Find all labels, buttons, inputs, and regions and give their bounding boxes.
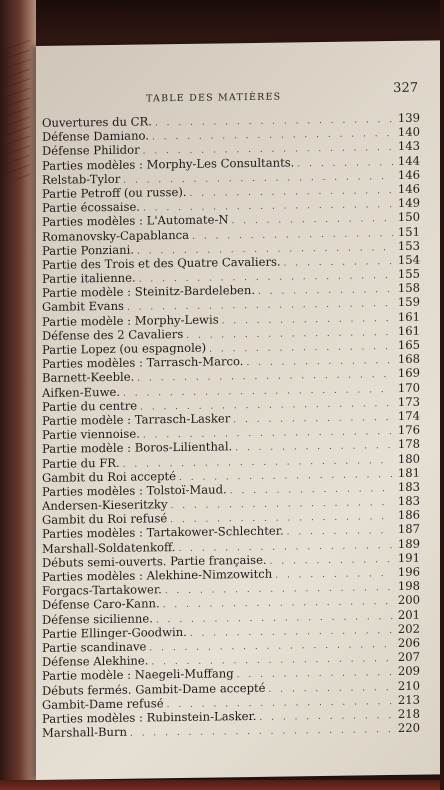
toc-entry-page: 196 — [397, 564, 420, 579]
toc-entry-title: Gambit Evans — [42, 299, 124, 315]
toc-entry-title: Partie du centre — [42, 398, 138, 414]
toc-entry-title: Partie modèle : Boros-Lilienthal. — [42, 439, 233, 457]
toc-entry-page: 161 — [397, 309, 420, 324]
handwriting-marks — [6, 40, 30, 180]
dot-leader — [275, 569, 393, 581]
toc-entry-page: 202 — [397, 621, 420, 636]
toc-entry-page: 168 — [397, 351, 420, 367]
toc-entry-title: Aifken-Euwe. — [42, 384, 121, 400]
dot-leader — [247, 356, 394, 368]
toc-entry-page: 187 — [397, 522, 420, 537]
table-of-contents — [42, 111, 420, 741]
toc-entry-page: 189 — [397, 536, 420, 551]
toc-entry-page: 144 — [397, 153, 420, 168]
toc-entry-page: 173 — [397, 394, 420, 409]
toc-entry-page: 161 — [397, 323, 420, 338]
toc-entry-title: Barnett-Keeble. — [42, 370, 135, 386]
toc-entry-title: Andersen-Kieseritzky — [42, 497, 168, 513]
toc-entry-title: Gambit-Dame refusé — [42, 695, 164, 712]
toc-entry-page: 198 — [397, 578, 420, 594]
toc-entry-title: Partie modèle : Tarrasch-Lasker — [42, 411, 231, 428]
toc-entry-page: 191 — [397, 550, 420, 565]
toc-entry-page: 207 — [397, 649, 420, 665]
toc-entry-title: Gambit du Roi accepté — [42, 468, 177, 485]
toc-entry-title: Partie modèle : Morphy-Lewis — [42, 312, 219, 329]
dot-leader — [259, 711, 393, 723]
toc-entry-page: 149 — [397, 195, 420, 211]
toc-entry-title: Gambit du Roi refusé — [42, 511, 168, 528]
toc-entry-title: Parties modèles : L'Automate-N — [42, 212, 229, 230]
toc-entry-page: 150 — [397, 209, 420, 225]
toc-entry-page: 153 — [397, 238, 420, 253]
toc-entry-title: Défense Caro-Kann. — [42, 596, 160, 613]
toc-entry-title: Partie écossaise. — [42, 199, 140, 216]
toc-entry-page: 169 — [397, 366, 420, 381]
dot-leader — [269, 683, 393, 695]
toc-entry-title: Partie des Trois et des Quatre Cavaliers. — [42, 254, 281, 272]
dot-leader — [297, 158, 393, 169]
running-header: TABLE DES MATIÈRES — [146, 91, 282, 105]
toc-entry-title: Partie modèle : Steinitz-Bardeleben. — [42, 283, 256, 301]
adjacent-page-edge — [0, 0, 36, 790]
toc-entry-page: 139 — [397, 110, 420, 125]
toc-entry-title: Parties modèles : Rubinstein-Lasker. — [42, 708, 257, 726]
toc-entry-page: 146 — [397, 167, 420, 182]
toc-entry-title: Défense Philidor — [42, 142, 140, 159]
toc-entry-title: Partie italienne. — [42, 270, 136, 286]
toc-entry-title: Forgacs-Tartakower. — [42, 582, 162, 599]
toc-entry-title: Débuts fermés. Gambit-Dame accepté — [42, 680, 266, 698]
toc-entry-page: 151 — [397, 224, 420, 239]
toc-entry-page: 209 — [397, 663, 420, 679]
toc-entry-title: Parties modèles : Alekhine-Nimzowitch — [42, 566, 273, 584]
toc-entry-page: 213 — [397, 692, 420, 707]
toc-entry-page: 158 — [397, 280, 420, 296]
dot-leader — [284, 257, 393, 269]
toc-entry-title: Parties modèles : Tarrasch-Marco. — [42, 354, 244, 372]
toc-entry-page: 176 — [397, 422, 420, 438]
toc-entry-title: Partie du FR. — [42, 455, 120, 471]
toc-entry-title: Marshall-Soldatenkoff. — [42, 539, 176, 556]
toc-entry-title: Partie viennoise. — [42, 426, 140, 443]
toc-entry-page: 178 — [397, 436, 420, 452]
toc-entry-page: 146 — [397, 181, 420, 196]
toc-entry-page: 201 — [397, 607, 420, 622]
toc-entry-page: 218 — [397, 706, 420, 721]
right-shadow — [440, 0, 444, 790]
toc-entry-page: 186 — [397, 507, 420, 523]
table-surface — [0, 780, 444, 790]
toc-entry-title: Partie scandinave — [42, 639, 147, 655]
toc-entry-title: Défense sicilienne. — [42, 610, 153, 627]
page-number: 327 — [393, 80, 418, 97]
toc-entry-title: Parties modèles : Tolstoï-Maud. — [42, 482, 227, 499]
toc-entry-title: Marshall-Burn — [42, 724, 127, 740]
toc-entry-title: Ouvertures du CR. — [42, 114, 152, 130]
toc-entry-page: 174 — [397, 408, 420, 423]
toc-entry-title: Parties modèles : Tartakower-Schlechter. — [42, 523, 284, 542]
toc-entry-title: Défense Damiano. — [42, 128, 150, 145]
toc-entry-title: Débuts semi-ouverts. Partie française. — [42, 552, 267, 570]
toc-entry-page: 170 — [397, 380, 420, 395]
toc-entry-page: 155 — [397, 266, 420, 282]
toc-entry-page: 183 — [397, 493, 420, 509]
toc-entry-page: 200 — [397, 593, 420, 608]
toc-entry-page: 206 — [397, 635, 420, 650]
toc-entry-page: 181 — [397, 465, 420, 480]
toc-entry-page: 143 — [397, 139, 420, 154]
toc-entry-page: 220 — [397, 720, 420, 736]
dot-leader — [258, 285, 393, 297]
dot-leader — [130, 725, 393, 739]
toc-entry-page: 159 — [397, 295, 420, 310]
toc-entry-title: Défense des 2 Cavaliers — [42, 326, 184, 343]
toc-entry-title: Parties modèles : Morphy-Les Consultants. — [42, 154, 295, 173]
toc-entry-page: 165 — [397, 337, 420, 352]
book-page — [36, 40, 440, 780]
toc-entry-page: 140 — [397, 124, 420, 140]
dot-leader — [287, 526, 393, 537]
toc-entry-title: Partie Ellinger-Goodwin. — [42, 624, 187, 641]
dot-leader — [270, 555, 393, 567]
toc-entry-page: 180 — [397, 451, 420, 466]
toc-entry-title: Partie Ponziani. — [42, 242, 135, 258]
toc-entry-title: Partie modèle : Naegeli-Muffang — [42, 666, 234, 684]
toc-entry-page: 154 — [397, 252, 420, 267]
toc-entry-title: Partie Petroff (ou russe). — [42, 184, 187, 201]
toc-entry-page: 183 — [397, 479, 420, 494]
toc-entry-title: Défense Alekhine. — [42, 653, 149, 670]
toc-entry-title: Partie Lopez (ou espagnole) — [42, 340, 207, 357]
toc-entry-title: Relstab-Tylor — [42, 171, 121, 187]
toc-entry-page: 210 — [397, 678, 420, 693]
toc-entry-title: Romanovsky-Capablanca — [42, 227, 190, 244]
